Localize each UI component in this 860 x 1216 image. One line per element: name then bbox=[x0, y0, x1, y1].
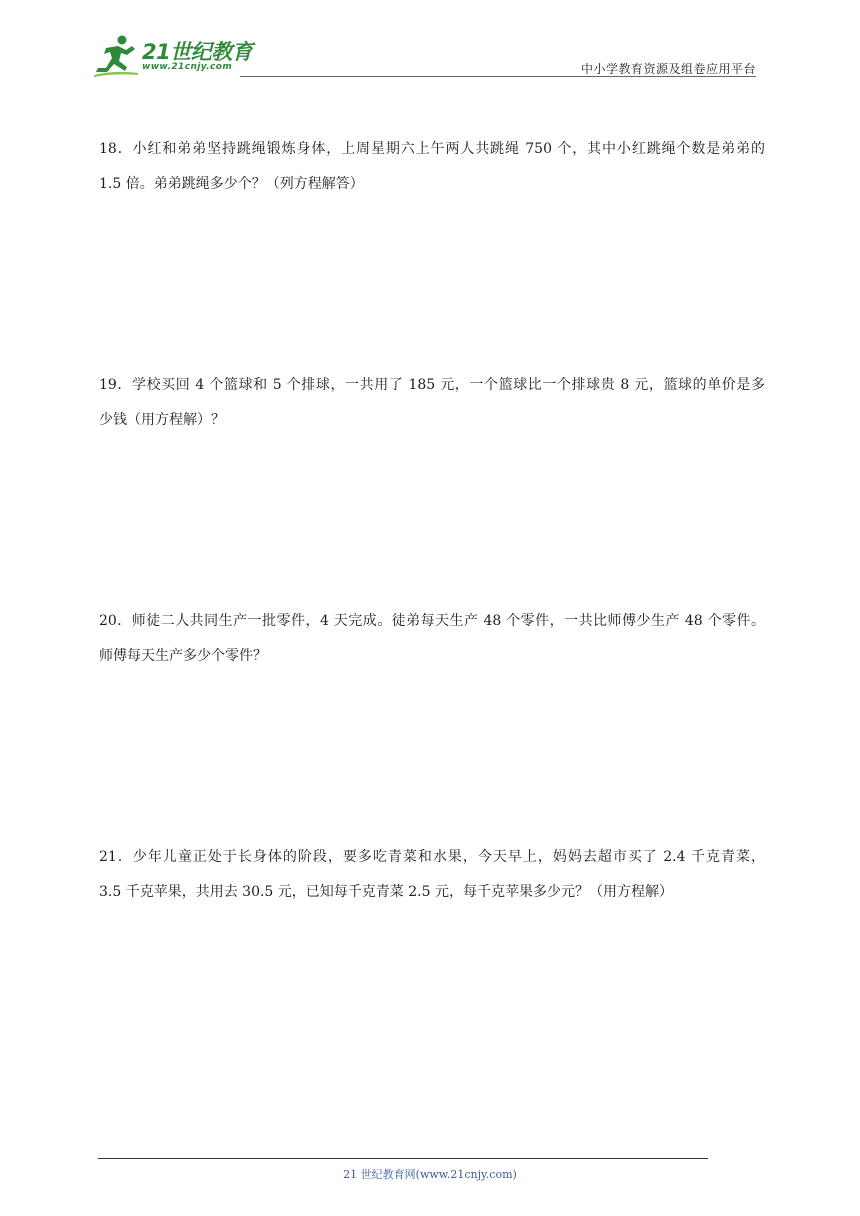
question-line: 20．师徒二人共同生产一批零件，4 天完成。徒弟每天生产 48 个零件，一共比师傅少生产 48 个零件。 bbox=[99, 613, 765, 629]
question-line: 少钱（用方程解）？ bbox=[99, 412, 225, 428]
footer-link[interactable]: 21 世纪教育网(www.21cnjy.com) bbox=[343, 1168, 517, 1181]
question-21 bbox=[99, 840, 765, 910]
question-20 bbox=[99, 604, 765, 674]
question-line: 师傅每天生产多少个零件？ bbox=[99, 648, 267, 664]
header-tagline: 中小学教育资源及组卷应用平台 bbox=[580, 62, 756, 76]
question-line: 19．学校买回 4 个篮球和 5 个排球，一共用了 185 元，一个篮球比一个排球贵 8 元，篮球的单价是多 bbox=[99, 377, 765, 393]
question-19 bbox=[99, 368, 765, 438]
page-header bbox=[0, 0, 860, 80]
runner-logo-icon bbox=[92, 34, 142, 78]
question-line: 21．少年儿童正处于长身体的阶段，要多吃青菜和水果，今天早上，妈妈去超市买了 2.4 千克青菜， bbox=[99, 849, 765, 865]
logo-title: 21世纪教育 bbox=[142, 40, 253, 64]
header-divider bbox=[240, 76, 756, 77]
logo-url: www.21cnjy.com bbox=[142, 62, 233, 72]
question-18 bbox=[99, 132, 765, 202]
site-logo[interactable] bbox=[92, 34, 262, 78]
question-line: 3.5 千克苹果，共用去 30.5 元，已知每千克青菜 2.5 元，每千克苹果多少元？（用方程解） bbox=[99, 884, 673, 900]
question-line: 18．小红和弟弟坚持跳绳锻炼身体，上周星期六上午两人共跳绳 750 个，其中小红跳绳个数是弟弟的 bbox=[99, 141, 765, 157]
footer-divider bbox=[98, 1158, 708, 1159]
question-line: 1.5 倍。弟弟跳绳多少个？（列方程解答） bbox=[99, 176, 364, 192]
